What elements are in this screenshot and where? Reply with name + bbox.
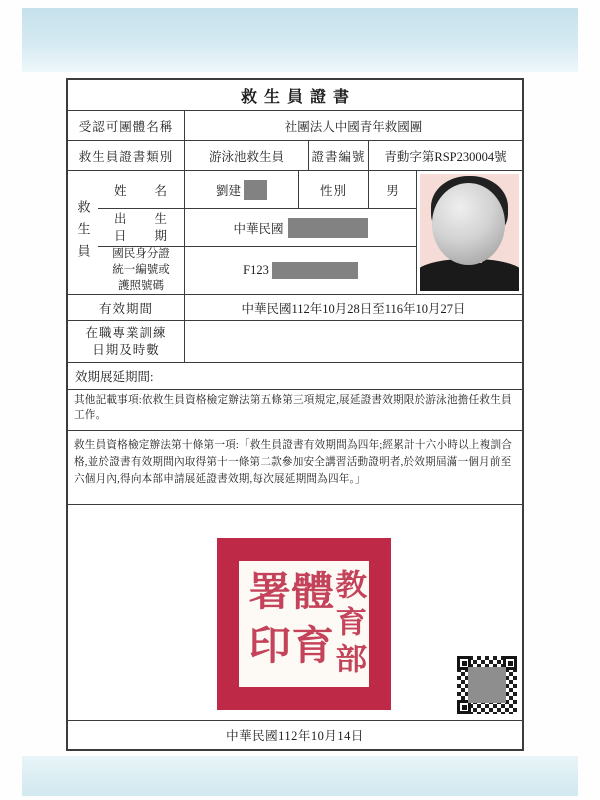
redaction-block-qr	[468, 667, 506, 703]
seal-text-column: 體育	[285, 570, 334, 678]
training-value	[184, 321, 522, 362]
id-number-label: 國民身分證 統一編號或 護照號碼	[112, 248, 170, 292]
regulation-row	[68, 430, 522, 504]
birthdate-row	[98, 208, 416, 246]
issue-date: 中華民國112年10月14日	[226, 729, 364, 743]
other-notes-row	[68, 389, 522, 430]
extension-row	[68, 362, 522, 389]
certificate-type-value: 游泳池救生員	[184, 141, 308, 170]
person-group-label	[68, 171, 98, 294]
redaction-block-name	[244, 180, 267, 200]
decorative-band-bottom	[22, 756, 578, 796]
organization-value: 社團法人中國青年救國團	[184, 111, 522, 140]
id-number-row	[98, 246, 416, 294]
organization-row	[68, 110, 522, 140]
seal-inner-panel	[239, 561, 369, 687]
lifeguard-vertical-label: 救生員	[75, 199, 91, 266]
issue-date-row	[68, 720, 522, 749]
seal-area	[68, 504, 522, 720]
gender-label: 性別	[298, 171, 368, 208]
validity-value: 中華民國112年10月28日至116年10月27日	[184, 295, 522, 320]
certificate-type-row	[68, 140, 522, 170]
name-value: 劉建	[184, 171, 298, 208]
certificate-title: 救生員證書	[240, 88, 356, 106]
redaction-block-birthdate	[288, 218, 368, 238]
id-photo	[420, 174, 519, 291]
training-label: 在職專業訓練 日期及時數	[85, 325, 167, 357]
extension-label: 效期展延期間:	[75, 370, 154, 384]
seal-text-column: 署印	[242, 570, 291, 678]
birthdate-label: 出 生 日 期	[113, 211, 168, 243]
person-fields	[98, 171, 416, 294]
decorative-band-top	[22, 8, 578, 72]
certificate-number-value: 青動字第RSP230004號	[368, 141, 522, 170]
regulation-text: 救生員資格檢定辦法第十條第一項:「救生員證書有效期間為四年;經累計十六小時以上複訓合格,並於證書有效期間內取得第十一條第二款參加安全講習活動證明者,於效期屆滿一個月前至六個月內,得向本部申請展延證書效期,每次展延期間為四年。」	[74, 440, 513, 486]
organization-label: 受認可團體名稱	[78, 119, 174, 134]
title-row	[68, 80, 522, 110]
qr-code	[457, 656, 517, 714]
photo-cell	[416, 171, 522, 294]
name-row	[98, 171, 416, 208]
name-label: 姓 名	[113, 183, 168, 198]
redaction-block-id	[272, 262, 358, 279]
photo-face-blur	[432, 183, 505, 265]
validity-label: 有效期間	[98, 301, 153, 316]
seal-text-column: 教育部	[330, 568, 366, 680]
birthdate-value: 中華民國	[184, 209, 416, 246]
certificate-type-label: 救生員證書類別	[78, 149, 174, 164]
certificate-number-label: 證書編號	[308, 141, 368, 170]
official-seal	[217, 538, 391, 710]
person-info-block	[68, 170, 522, 294]
other-notes-text: 其他記載事項:依救生員資格檢定辦法第五條第三項規定,展延證書效期限於游泳池擔任救生員工作。	[74, 395, 512, 422]
gender-value: 男	[368, 171, 416, 208]
lifeguard-certificate	[66, 78, 524, 751]
id-number-value: F123	[184, 247, 416, 294]
training-row	[68, 320, 522, 362]
validity-row	[68, 294, 522, 320]
